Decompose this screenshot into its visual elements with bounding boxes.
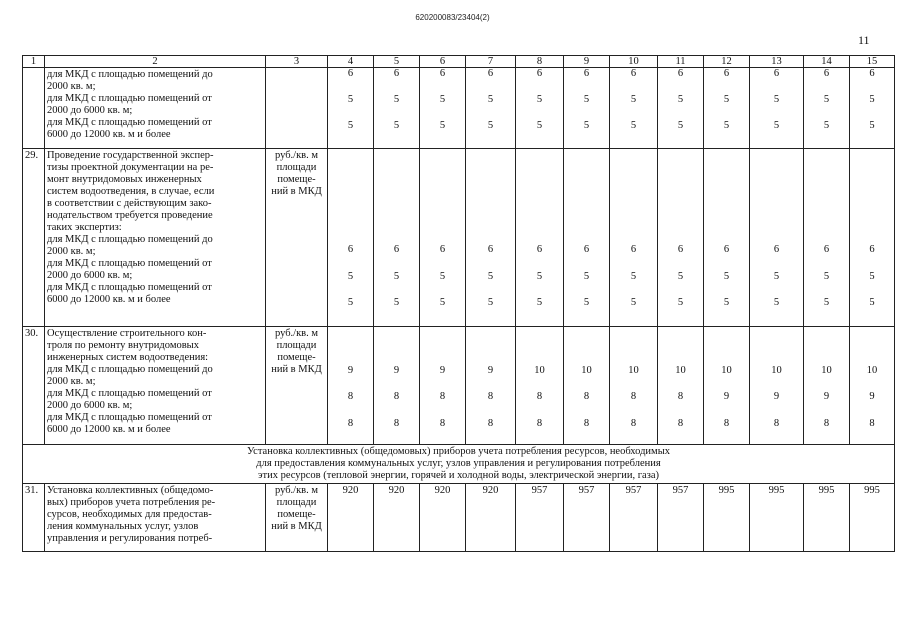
value-cell: [610, 149, 658, 327]
value: 6: [393, 244, 400, 255]
value: 6: [773, 244, 780, 255]
section-heading-line: этих ресурсов (тепловой энергии, горячей и холодной воды, электрической энергии, газа): [257, 470, 660, 481]
value: 5: [773, 271, 780, 282]
value: 5: [487, 297, 494, 308]
value: 6: [347, 68, 354, 79]
value: 9: [773, 391, 780, 402]
column-number-header: 14: [804, 56, 850, 68]
value: 5: [439, 297, 446, 308]
item-description-line: 6000 до 12000 кв. м и более: [47, 129, 171, 140]
value: 5: [677, 297, 684, 308]
column-number-header: 11: [658, 56, 704, 68]
value: 5: [823, 271, 830, 282]
item-description-line: ления коммунальных услуг, узлов: [47, 521, 199, 532]
value-cell: 957: [564, 484, 610, 552]
value: 5: [439, 94, 446, 105]
section-heading: [23, 445, 895, 484]
value-stack: [804, 149, 849, 325]
item-description-line: для МКД с площадью помещений от: [47, 388, 212, 399]
value-cell: [658, 68, 704, 149]
value: 8: [536, 418, 543, 429]
value-stack: [328, 68, 373, 147]
unit-of-measure-line: руб./кв. м: [274, 328, 319, 339]
value: 5: [347, 120, 354, 131]
value: 8: [347, 391, 354, 402]
column-number-header: 8: [516, 56, 564, 68]
value: 5: [439, 271, 446, 282]
value: 6: [723, 68, 730, 79]
value: 5: [583, 271, 590, 282]
value: 5: [583, 94, 590, 105]
value-cell: [564, 68, 610, 149]
value: 9: [823, 391, 830, 402]
value: 5: [536, 297, 543, 308]
value-stack: [850, 68, 894, 147]
value: 5: [869, 120, 875, 131]
value: 9: [347, 365, 354, 376]
value: 8: [773, 418, 780, 429]
item-description-line: 2000 до 6000 кв. м;: [47, 270, 133, 281]
unit-of-measure-line: помеще-: [277, 352, 316, 363]
value-stack: [466, 68, 515, 147]
value-cell: 995: [750, 484, 804, 552]
item-description-line: в соответствии с действующим зако-: [47, 198, 212, 209]
value-stack: [704, 149, 749, 325]
column-number-header: 7: [466, 56, 516, 68]
value: 5: [583, 297, 590, 308]
value: 5: [630, 271, 637, 282]
value: 5: [869, 297, 875, 308]
value-cell: [658, 149, 704, 327]
row-31: [23, 484, 895, 552]
value: 8: [869, 418, 875, 429]
value: 5: [347, 271, 354, 282]
column-number-header: 4: [328, 56, 374, 68]
value-cell: [610, 68, 658, 149]
value: 5: [723, 271, 730, 282]
value: 6: [583, 68, 590, 79]
value: 10: [771, 365, 782, 376]
value: 10: [675, 365, 686, 376]
value: 9: [393, 365, 400, 376]
value: 5: [439, 120, 446, 131]
value: 5: [347, 94, 354, 105]
value: 10: [628, 365, 639, 376]
item-description-line: систем водоотведения, в случае, если: [47, 186, 215, 197]
value: 6: [536, 244, 543, 255]
value-cell: [420, 68, 466, 149]
value-cell: [516, 327, 564, 445]
value-stack: [750, 149, 803, 325]
unit-of-measure-line: площади: [276, 162, 317, 173]
value-cell: [804, 327, 850, 445]
column-number-header: 5: [374, 56, 420, 68]
value: 5: [630, 94, 637, 105]
value-cell: [850, 149, 895, 327]
value-cell: [516, 68, 564, 149]
unit-of-measure-line: ний в МКД: [271, 521, 322, 532]
value: 5: [393, 297, 400, 308]
item-description-line: вых) приборов учета потребления ре-: [47, 497, 216, 508]
value: 10: [534, 365, 545, 376]
column-number-header: 13: [750, 56, 804, 68]
value-cell: 920: [328, 484, 374, 552]
item-description-line: для МКД с площадью помещений от: [47, 117, 212, 128]
header-row: [23, 56, 895, 68]
value-stack: [516, 327, 563, 443]
value-stack: [564, 149, 609, 325]
value-cell: 920: [466, 484, 516, 552]
value: 6: [439, 244, 446, 255]
row-30: [23, 327, 895, 445]
value: 5: [393, 271, 400, 282]
row-number: [23, 68, 45, 149]
value: 6: [439, 68, 446, 79]
item-description-line: инженерных систем водоотведения:: [47, 352, 209, 363]
value: 9: [723, 391, 730, 402]
value-stack: [374, 327, 419, 443]
value: 8: [536, 391, 543, 402]
value: 8: [823, 418, 830, 429]
value: 5: [393, 94, 400, 105]
item-description-line: 6000 до 12000 кв. м и более: [47, 294, 171, 305]
item-description-line: монт внутридомовых инженерных: [47, 174, 202, 185]
value-cell: [420, 149, 466, 327]
value: 5: [723, 297, 730, 308]
value-stack: [850, 149, 894, 325]
value-cell: [328, 149, 374, 327]
item-description-line: для МКД с площадью помещений до: [47, 69, 213, 80]
value-stack: [374, 149, 419, 325]
unit-of-measure-line: помеще-: [277, 174, 316, 185]
value: 8: [630, 391, 637, 402]
value-stack: [420, 149, 465, 325]
value: 5: [723, 120, 730, 131]
value: 8: [439, 391, 446, 402]
value-stack: [420, 68, 465, 147]
value: 5: [536, 120, 543, 131]
column-number-header: 6: [420, 56, 466, 68]
item-description-line: 2000 до 6000 кв. м;: [47, 400, 133, 411]
value: 6: [823, 68, 830, 79]
value: 10: [581, 365, 592, 376]
value-stack: [704, 68, 749, 147]
value-cell: [704, 327, 750, 445]
column-number-header: 1: [23, 56, 45, 68]
value-cell: 995: [704, 484, 750, 552]
value-cell: [804, 68, 850, 149]
value-cell: [610, 327, 658, 445]
value: 8: [393, 391, 400, 402]
value: 5: [536, 271, 543, 282]
value-cell: [704, 149, 750, 327]
value: 6: [347, 244, 354, 255]
value: 5: [869, 94, 875, 105]
column-number-header: 10: [610, 56, 658, 68]
value: 5: [487, 94, 494, 105]
value: 5: [487, 120, 494, 131]
value-stack: [804, 68, 849, 147]
value-cell: 920: [420, 484, 466, 552]
value: 6: [677, 244, 684, 255]
unit-of-measure-line: помеще-: [277, 509, 316, 520]
value-stack: [466, 149, 515, 325]
item-description-line: 2000 кв. м;: [47, 246, 96, 257]
value-cell: [564, 327, 610, 445]
value-cell: [658, 327, 704, 445]
page-number: 11: [858, 33, 870, 47]
item-description-line: Проведение государственной экспер-: [47, 150, 214, 161]
value: 8: [393, 418, 400, 429]
value-stack: [658, 68, 703, 147]
value-cell: [466, 327, 516, 445]
value: 6: [536, 68, 543, 79]
value-cell: [750, 149, 804, 327]
value: 6: [869, 68, 875, 79]
value-cell: [466, 68, 516, 149]
item-description-line: для МКД с площадью помещений от: [47, 412, 212, 423]
value-cell: [804, 149, 850, 327]
value-stack: [420, 327, 465, 443]
unit-of-measure: [266, 68, 328, 149]
value-stack: [516, 68, 563, 147]
unit-of-measure-line: руб./кв. м: [274, 485, 319, 496]
item-description-line: для МКД с площадью помещений от: [47, 258, 212, 269]
item-description: [45, 484, 266, 552]
item-description-line: троля по ремонту внутридомовых: [47, 340, 199, 351]
value: 5: [347, 297, 354, 308]
value-stack: [610, 68, 657, 147]
value-stack: [328, 327, 373, 443]
item-description-line: для МКД с площадью помещений от: [47, 93, 212, 104]
value-stack: [610, 327, 657, 443]
value-stack: [516, 149, 563, 325]
value: 5: [723, 94, 730, 105]
unit-of-measure-line: площади: [276, 340, 317, 351]
value: 5: [773, 297, 780, 308]
value: 6: [487, 244, 494, 255]
value: 10: [821, 365, 832, 376]
value-stack: [704, 327, 749, 443]
item-description-line: для МКД с площадью помещений до: [47, 364, 213, 375]
value: 5: [536, 94, 543, 105]
value: 5: [630, 120, 637, 131]
value: 6: [723, 244, 730, 255]
value-cell: [564, 149, 610, 327]
value-cell: 920: [374, 484, 420, 552]
value: 9: [439, 365, 446, 376]
value-stack: [374, 68, 419, 147]
column-number-header: 9: [564, 56, 610, 68]
item-description-line: 2000 кв. м;: [47, 376, 96, 387]
value-stack: [564, 68, 609, 147]
value: 8: [439, 418, 446, 429]
value-stack: [850, 327, 894, 443]
unit-of-measure: [266, 327, 328, 445]
value: 5: [677, 94, 684, 105]
value: 6: [869, 244, 875, 255]
item-description-line: Установка коллективных (общедомо-: [47, 485, 214, 496]
value: 6: [393, 68, 400, 79]
value-cell: [850, 68, 895, 149]
item-description-line: для МКД с площадью помещений от: [47, 282, 212, 293]
item-description-line: таких экспертиз:: [47, 222, 122, 233]
value-cell: [328, 68, 374, 149]
value-cell: [374, 149, 420, 327]
unit-of-measure-line: площади: [276, 497, 317, 508]
column-number-header: 3: [266, 56, 328, 68]
value: 6: [583, 244, 590, 255]
row-number: 31.: [23, 484, 45, 552]
value: 5: [677, 120, 684, 131]
item-description-line: сурсов, необходимых для предостав-: [47, 509, 212, 520]
value-cell: [374, 327, 420, 445]
item-description-line: для МКД с площадью помещений до: [47, 234, 213, 245]
unit-of-measure-line: ний в МКД: [271, 364, 322, 375]
unit-of-measure-line: ний в МКД: [271, 186, 322, 197]
value-cell: [704, 68, 750, 149]
item-description-line: 2000 до 6000 кв. м;: [47, 105, 133, 116]
value: 6: [773, 68, 780, 79]
value: 5: [487, 271, 494, 282]
column-number-header: 15: [850, 56, 895, 68]
value: 5: [583, 120, 590, 131]
unit-of-measure: [266, 484, 328, 552]
value: 5: [677, 271, 684, 282]
item-description: [45, 149, 266, 327]
value-cell: 957: [610, 484, 658, 552]
item-description: [45, 68, 266, 149]
unit-of-measure: [266, 149, 328, 327]
item-description-line: тизы проектной документации на ре-: [47, 162, 214, 173]
section-heading-line: Установка коллективных (общедомовых) приборов учета потребления ресурсов, необходимых: [246, 446, 670, 457]
value-cell: [328, 327, 374, 445]
value-cell: 995: [850, 484, 895, 552]
value: 8: [723, 418, 730, 429]
value: 8: [630, 418, 637, 429]
value-stack: [328, 149, 373, 325]
value-cell: [750, 68, 804, 149]
value: 8: [677, 391, 684, 402]
value: 5: [630, 297, 637, 308]
value-cell: 957: [516, 484, 564, 552]
item-description-line: Осуществление строительного кон-: [47, 328, 207, 339]
value-cell: [374, 68, 420, 149]
value-cell: [850, 327, 895, 445]
item-description-line: нодательством требуется проведение: [47, 210, 213, 221]
value: 10: [866, 365, 878, 376]
value: 10: [721, 365, 732, 376]
row-29: [23, 149, 895, 327]
unit-of-measure-line: руб./кв. м: [274, 150, 319, 161]
value: 6: [487, 68, 494, 79]
value-stack: [750, 327, 803, 443]
value-cell: [466, 149, 516, 327]
item-description-line: 2000 кв. м;: [47, 81, 96, 92]
value: 6: [630, 68, 637, 79]
tariff-table: [22, 55, 895, 552]
value-cell: 995: [804, 484, 850, 552]
item-description-line: 6000 до 12000 кв. м и более: [47, 424, 171, 435]
value-stack: [658, 149, 703, 325]
value: 5: [823, 297, 830, 308]
value: 6: [677, 68, 684, 79]
section-heading-line: для предоставления коммунальных услуг, узлов управления и регулирования потребления: [256, 458, 661, 469]
value: 5: [773, 94, 780, 105]
value-cell: [420, 327, 466, 445]
value-cell: [750, 327, 804, 445]
item-description-line: управления и регулирования потреб-: [47, 533, 213, 544]
item-description: [45, 327, 266, 445]
value: 8: [583, 391, 590, 402]
value: 8: [677, 418, 684, 429]
value: 9: [487, 365, 494, 376]
value: 6: [630, 244, 637, 255]
value: 5: [823, 94, 830, 105]
value: 8: [487, 391, 494, 402]
row-number: 29.: [23, 149, 45, 327]
value: 5: [393, 120, 400, 131]
value-stack: [564, 327, 609, 443]
value: 5: [773, 120, 780, 131]
row-number: 30.: [23, 327, 45, 445]
value: 6: [823, 244, 830, 255]
value: 8: [487, 418, 494, 429]
value-stack: [610, 149, 657, 325]
value: 8: [583, 418, 590, 429]
section-heading-row: [23, 445, 895, 484]
document-id: 620200083/23404(2): [415, 13, 490, 22]
value-stack: [804, 327, 849, 443]
value: 5: [823, 120, 830, 131]
value-stack: [466, 327, 515, 443]
value-stack: [750, 68, 803, 147]
value: 8: [347, 418, 354, 429]
column-number-header: 12: [704, 56, 750, 68]
row-continuation: [23, 68, 895, 149]
column-number-header: 2: [45, 56, 266, 68]
value-cell: 957: [658, 484, 704, 552]
value-cell: [516, 149, 564, 327]
value-stack: [658, 327, 703, 443]
value: 5: [869, 271, 875, 282]
value: 9: [869, 391, 875, 402]
